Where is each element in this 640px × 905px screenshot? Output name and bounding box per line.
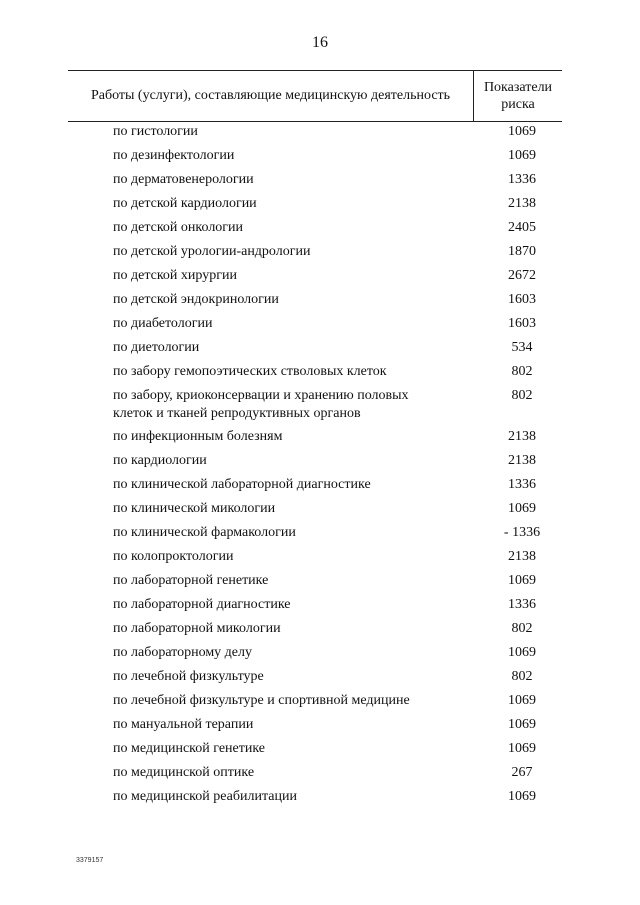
row-risk-value: 1069 xyxy=(508,645,536,660)
table-row xyxy=(0,476,640,500)
row-risk-value: 1069 xyxy=(508,501,536,516)
row-risk-value: 1069 xyxy=(508,717,536,732)
row-label: по инфекционным болезням xyxy=(113,429,283,444)
row-label: по диабетологии xyxy=(113,316,213,331)
row-label: по детской эндокринологии xyxy=(113,292,279,307)
row-label: по лечебной физкультуре xyxy=(113,669,264,684)
row-label: по забору, криоконсервации и хранению половых клеток и тканей репродуктивных органов xyxy=(113,388,409,421)
row-risk-value: 1336 xyxy=(508,172,536,187)
row-label: по детской онкологии xyxy=(113,220,244,235)
row-risk-value: 802 xyxy=(511,388,533,403)
table-row xyxy=(0,620,640,644)
row-risk-value: 1069 xyxy=(508,573,536,588)
row-risk-value: 1069 xyxy=(508,148,536,163)
row-risk-value: 2405 xyxy=(508,220,536,235)
row-risk-value: 1069 xyxy=(508,741,536,756)
row-risk-value: 2138 xyxy=(508,549,536,564)
header-risk-line1: Показатели xyxy=(483,80,553,95)
table-body xyxy=(0,123,640,812)
row-label: по лечебной физкультуре и спортивной медицине xyxy=(113,693,410,708)
table-row xyxy=(0,147,640,171)
row-risk-value: 267 xyxy=(511,765,533,780)
header-works: Работы (услуги), составляющие медицинскую деятельность xyxy=(68,71,474,121)
row-risk-value: - 1336 xyxy=(503,525,541,540)
row-label: по медицинской генетике xyxy=(113,741,266,756)
table-row xyxy=(0,123,640,147)
page-number: 16 xyxy=(312,34,328,51)
table-row xyxy=(0,428,640,452)
row-risk-value: 802 xyxy=(511,621,533,636)
table-row xyxy=(0,692,640,716)
table-row xyxy=(0,387,640,428)
row-label: по детской кардиологии xyxy=(113,196,257,211)
row-label: по дерматовенерологии xyxy=(113,172,254,187)
row-label: по колопроктологии xyxy=(113,549,234,564)
row-label: по детской урологии-андрологии xyxy=(113,244,311,259)
row-risk-value: 1069 xyxy=(508,124,536,139)
table-row xyxy=(0,716,640,740)
row-risk-value: 2672 xyxy=(508,268,536,283)
row-risk-value: 1336 xyxy=(508,477,536,492)
row-label: по гистологии xyxy=(113,124,198,139)
row-label: по детской хирургии xyxy=(113,268,237,283)
table-row xyxy=(0,572,640,596)
row-risk-value: 802 xyxy=(511,669,533,684)
table-header xyxy=(68,70,562,122)
table-row xyxy=(0,524,640,548)
row-label: по медицинской реабилитации xyxy=(113,789,297,804)
row-label: по мануальной терапии xyxy=(113,717,254,732)
row-label: по лабораторной микологии xyxy=(113,621,281,636)
header-risk xyxy=(474,71,562,121)
row-label: по лабораторной диагностике xyxy=(113,597,291,612)
row-risk-value: 1069 xyxy=(508,693,536,708)
row-label: по лабораторной генетике xyxy=(113,573,269,588)
table-row xyxy=(0,764,640,788)
table-row xyxy=(0,291,640,315)
row-label: по медицинской оптике xyxy=(113,765,255,780)
table-row xyxy=(0,452,640,476)
row-label: по кардиологии xyxy=(113,453,207,468)
table-row xyxy=(0,219,640,243)
row-risk-value: 1603 xyxy=(508,292,536,307)
table-row xyxy=(0,171,640,195)
row-label: по клинической фармакологии xyxy=(113,525,296,540)
header-risk-line2: риска xyxy=(501,97,535,112)
table-row xyxy=(0,740,640,764)
table-row xyxy=(0,788,640,812)
table-row xyxy=(0,500,640,524)
row-label: по лабораторному делу xyxy=(113,645,253,660)
row-risk-value: 802 xyxy=(511,364,533,379)
row-label: по диетологии xyxy=(113,340,200,355)
table-row xyxy=(0,243,640,267)
document-id: 3379157 xyxy=(76,857,104,864)
row-label: по забору гемопоэтических стволовых клеток xyxy=(113,364,387,379)
table-row xyxy=(0,668,640,692)
row-label: по клинической микологии xyxy=(113,501,276,516)
table-row xyxy=(0,315,640,339)
row-label: по клинической лабораторной диагностике xyxy=(113,477,371,492)
table-row xyxy=(0,644,640,668)
table-row xyxy=(0,339,640,363)
row-risk-value: 1069 xyxy=(508,789,536,804)
row-risk-value: 2138 xyxy=(508,429,536,444)
table-row xyxy=(0,195,640,219)
table-row xyxy=(0,363,640,387)
row-risk-value: 1603 xyxy=(508,316,536,331)
row-label: по дезинфектологии xyxy=(113,148,235,163)
row-risk-value: 1870 xyxy=(508,244,536,259)
table-row xyxy=(0,548,640,572)
row-risk-value: 2138 xyxy=(508,196,536,211)
table-row xyxy=(0,596,640,620)
row-risk-value: 2138 xyxy=(508,453,536,468)
row-risk-value: 534 xyxy=(511,340,533,355)
row-risk-value: 1336 xyxy=(508,597,536,612)
table-row xyxy=(0,267,640,291)
